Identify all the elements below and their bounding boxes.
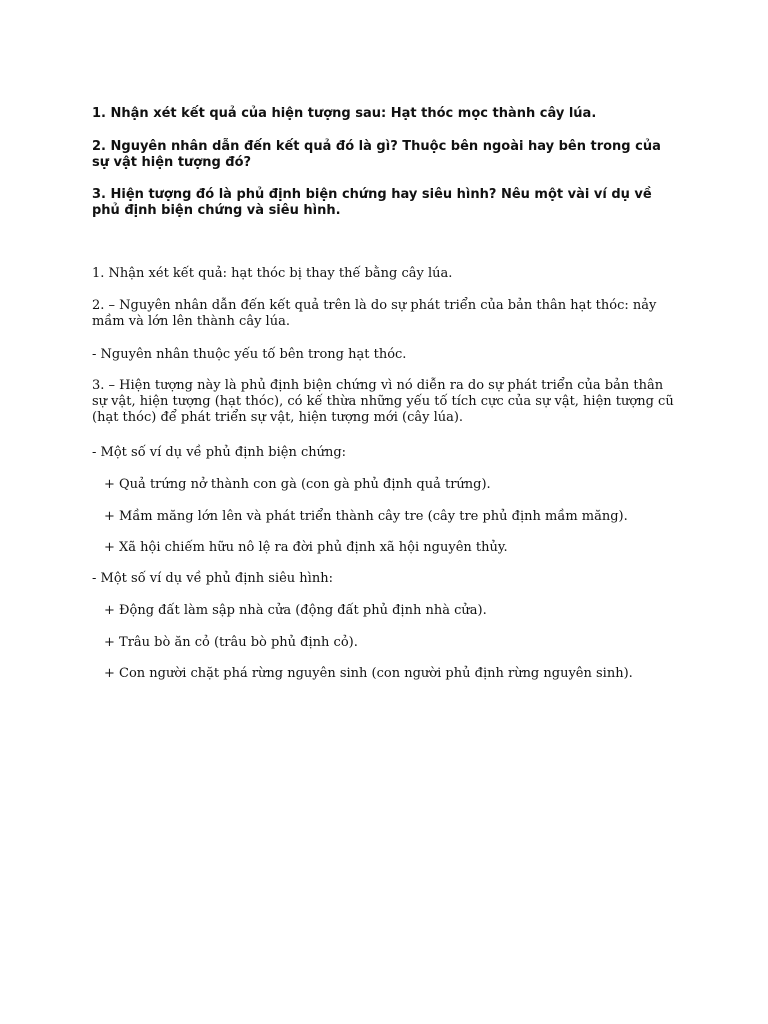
answer-2-note: - Nguyên nhân thuộc yếu tố bên trong hạt thóc. (92, 347, 407, 362)
metaphysical-example: + Trâu bò ăn cỏ (trâu bò phủ định cỏ). (104, 635, 358, 650)
metaphysical-example: + Con người chặt phá rừng nguyên sinh (con người phủ định rừng nguyên sinh). (104, 666, 633, 681)
dialectical-example: + Xã hội chiếm hữu nô lệ ra đời phủ định xã hội nguyên thủy. (104, 540, 508, 555)
question-1: 1. Nhận xét kết quả của hiện tượng sau: Hạt thóc mọc thành cây lúa. (92, 106, 597, 121)
metaphysical-example: + Động đất làm sập nhà cửa (động đất phủ định nhà cửa). (104, 603, 487, 618)
metaphysical-heading: - Một số ví dụ về phủ định siêu hình: (92, 571, 333, 586)
dialectical-example: + Quả trứng nở thành con gà (con gà phủ định quả trứng). (104, 477, 491, 492)
question-2: 2. Nguyên nhân dẫn đến kết quả đó là gì? Thuộc bên ngoài hay bên trong của sự vật hiện tượng đó? (92, 139, 661, 170)
question-3: 3. Hiện tượng đó là phủ định biện chứng hay siêu hình? Nêu một vài ví dụ về phủ định biện chứng và siêu hình. (92, 187, 652, 218)
answer-1: 1. Nhận xét kết quả: hạt thóc bị thay thế bằng cây lúa. (92, 266, 453, 281)
dialectical-example: + Mầm măng lớn lên và phát triển thành cây tre (cây tre phủ định mầm măng). (104, 509, 628, 524)
answer-3: 3. – Hiện tượng này là phủ định biện chứng vì nó diễn ra do sự phát triển của bản thân sự vật, hiện tượng (hạt thóc), có kế thừa những yếu tố tích cực của sự vật, hiện tượng cũ (hạt thóc) để phát triển sự vật, hiện tượng mới (cây lúa). (92, 378, 674, 425)
answer-2: 2. – Nguyên nhân dẫn đến kết quả trên là do sự phát triển của bản thân hạt thóc: nảy mầm và lớn lên thành cây lúa. (92, 298, 657, 329)
dialectical-heading: - Một số ví dụ về phủ định biện chứng: (92, 445, 347, 460)
